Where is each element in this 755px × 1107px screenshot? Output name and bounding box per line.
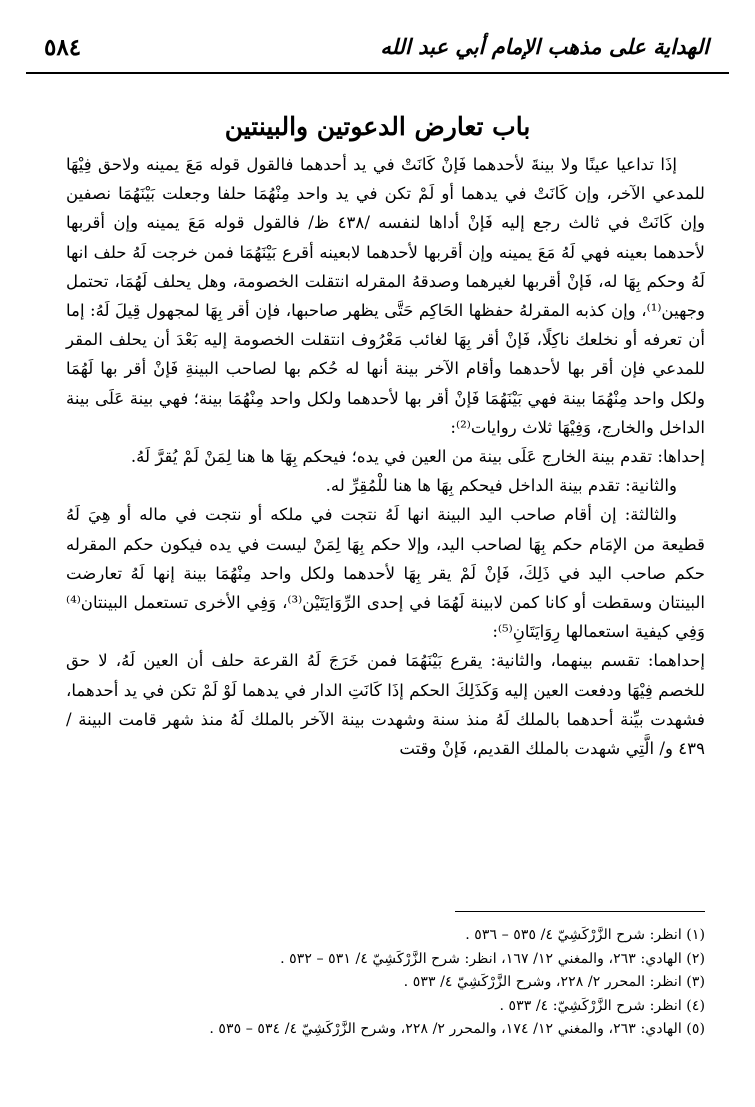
- paragraph-third-narration: والثالثة: إن أقام صاحب اليد البينة انها لَهُ نتجت في ملكه أو نتجت في ماله أو هِيَ لَهُ قطيعة من الإمَام حكم بِهَا لصاحب اليد، وإلا حكم بِهَا لِمَنْ ليست في يده فيكون حكم المقرله حكم صاحب اليد في ذَلِكَ، فَإنْ لَمْ يقر بِهَا لأحدهما ولكل واحد مِنْهُمَا بينة إنها لَهُ تعارضت البينتان وسقطت أو كانا كمن لابينة لَهُمَا في إحدى الرِّوَايَتَيْن⁽³⁾، وَفِي الأخرى تستعمل البينتان⁽⁴⁾ وَفِي كيفية استعمالها رِوَايَتَانِ⁽⁵⁾:: [66, 505, 706, 642]
- footnote-2: (٢) الهادي: ٢٦٣، والمغني ١٢/ ١٦٧، انظر: شرح الزَّرْكَشِيّ ٤/ ٥٣١ – ٥٣٢ .: [280, 950, 705, 967]
- main-text: [66, 150, 705, 763]
- paragraph-intro: إذَا تداعيا عينًا ولا بينةَ لأحدهما فَإنْ كَانَتْ في يد أحدهما فالقول قوله مَعَ يمينه ولاحق فِيْهَا للمدعي الآخر، وإن كَانَتْ في يدهما أو لَمْ تكن في يد واحد مِنْهُمَا حلفا وجعلت بَيْنَهُمَا نصفين وإن كَانَتْ في ثالث رجع إليه فَإنْ أداها لنفسه /٤٣٨ ظ/ فالقول قوله مَعَ يمينه وإن أقربها لأحدهما بعينه فهي لَهُ مَعَ يمينه وإن أقربها لأحدهما لابعينه أقرع بَيْنَهُمَا فمن خرجت لَهُ حلف انها لَهُ وحكم بِهَا له، فَإنْ أقربها لغيرهما وصدقهُ المقرله انتقلت الخصومة، وهل يحلف لَهُمَا، تحتمل وجهين⁽¹⁾، وإن كذبه المقرلهُ حفظها الحَاكِم حَتَّى يظهر صاحبها، فإن أقر بِهَا لمجهول قِيلَ لَهُ: إما أن تعرفه أو نخلعك ناكِلًا، فَإنْ أقر بِهَا لغائب مَعْرُوف انتقلت الخصومة إليه بَعْدَ أن يحلف المقر للمدعي فإن أقر بها لأحدهما وأقام الآخر بينة أنها له حُكم بها لصاحب البينةِ فَإنْ أقر بها لَهُمَا ولكل واحد مِنْهُمَا بينة فهي بَيْنَهُمَا فَإنْ أقر بها لأحدهما ولكل واحد مِنْهُمَا بينة؛ فهي بينة عَلَى بينة الداخل والخارج، وَفِيْهَا ثلاث روايات⁽²⁾:: [66, 155, 706, 437]
- footnote-4: (٤) انظر: شرح الزَّرْكَشِيّ: ٤/ ٥٣٣ .: [499, 997, 705, 1014]
- paragraph-first-narration: إحداها: تقدم بينة الخارج عَلَى بينة من العين في يده؛ فيحكم بِهَا ها هنا لِمَنْ لَمْ يُقرَّ لَهُ.: [130, 447, 705, 467]
- footnote-3: (٣) انظر: المحرر ٢/ ٢٢٨، وشرح الزَّرْكَشِيّ ٤/ ٥٣٣ .: [403, 974, 705, 991]
- running-header: [26, 22, 729, 74]
- paragraph-second-narration: والثانية: تقدم بينة الداخل فيحكم بِهَا ها هنا للْمُقِرِّ له.: [325, 476, 677, 496]
- footnote-divider: [455, 911, 705, 912]
- footnote-1: (١) انظر: شرح الزَّرْكَشِيّ ٤/ ٥٣٥ – ٥٣٦ .: [465, 927, 705, 943]
- footnote-5: (٥) الهادي: ٢٦٣، والمغني ١٢/ ١٧٤، والمحرر ٢/ ٢٢٨، وشرح الزَّرْكَشِيّ ٤/ ٥٣٤ – ٥٣٥ .: [209, 1021, 705, 1038]
- page-number: ٥٨٤: [44, 34, 82, 61]
- footnotes: [66, 924, 705, 1042]
- chapter-title: باب تعارض الدعوتين والبينتين: [224, 112, 531, 141]
- running-title: الهداية على مذهب الإمام أبي عبد الله: [380, 34, 709, 59]
- paragraph-division: إحداهما: تقسم بينهما، والثانية: يقرع بَيْنَهُمَا فمن خَرَجَ لَهُ القرعة حلف أن العين لَهُ، لا حق للخصم فِيْهَا ودفعت العين إليه وَكَذَلِكَ الحكم إذَا كَانَتِ الدار في يدهما لَوْ لَمْ تكن في يد أحدهما، فشهدت بيِّنة أحدهما بالملك لَهُ منذ سنة وشهدت بينة الآخر بالملك لَهُ منذ شهر قامت البينة /٤٣٩ و/ الَّتِي شهدت بالملك القديم، فَإنْ وقتت: [66, 651, 705, 759]
